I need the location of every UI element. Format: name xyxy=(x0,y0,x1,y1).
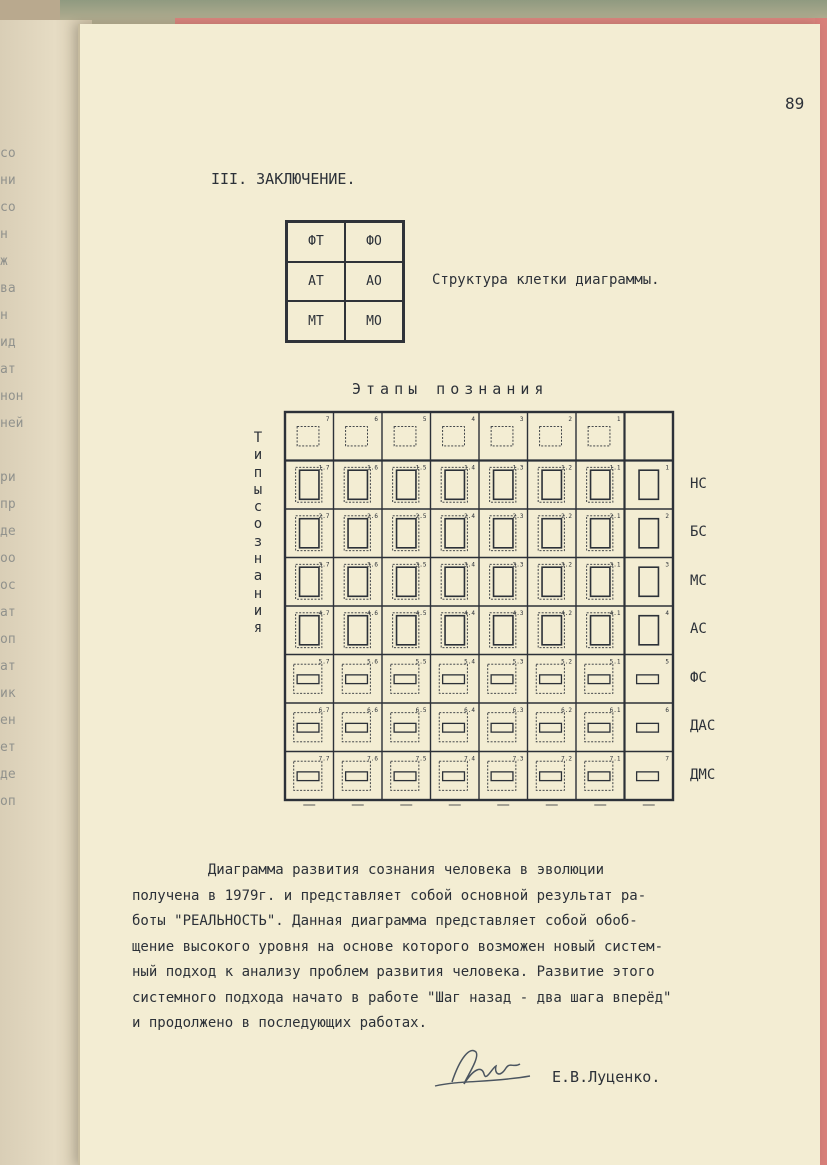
cell-number: 4.1 xyxy=(609,610,621,617)
author-name: Е.В.Луценко. xyxy=(552,1068,661,1086)
shape-solid xyxy=(637,723,659,732)
shape-solid xyxy=(637,772,659,781)
cell-number: 4 xyxy=(665,610,669,617)
cell-number: 6.2 xyxy=(561,707,572,714)
shape-dashed xyxy=(585,713,613,742)
shape-dashed xyxy=(294,713,322,742)
shape-solid xyxy=(397,519,416,548)
cell-number: 4.3 xyxy=(512,610,524,617)
cell-number: 1.5 xyxy=(415,464,427,472)
shape-solid xyxy=(397,567,416,596)
shape-solid xyxy=(348,519,367,548)
shape-solid xyxy=(346,723,368,732)
struct-cell: МО xyxy=(345,301,403,341)
shape-solid xyxy=(445,470,464,499)
cell-number: 6.4 xyxy=(464,707,475,714)
shape-solid xyxy=(540,723,562,732)
cell-number: 7.1 xyxy=(609,755,621,763)
cell-number: 3.3 xyxy=(512,561,524,569)
shape-dashed xyxy=(391,664,419,693)
cell-number: 3 xyxy=(665,561,669,569)
shape-solid xyxy=(397,470,416,499)
cell-number: 1.6 xyxy=(367,464,378,472)
shape-solid xyxy=(348,616,367,645)
cell-number: 6.6 xyxy=(367,707,378,714)
cell-number: 7.7 xyxy=(318,755,330,763)
shape-dashed xyxy=(439,664,467,693)
shape-dashed xyxy=(536,664,564,693)
cell-number: 5 xyxy=(665,658,669,666)
cell-number: 7.3 xyxy=(512,755,524,763)
cell-number: 1.2 xyxy=(561,464,572,472)
cell-number: 6 xyxy=(665,707,669,714)
cell-number: 2.4 xyxy=(464,513,475,520)
cell-number: 1 xyxy=(616,416,621,423)
row-label: ДАС xyxy=(690,718,716,735)
cell-number: 3.6 xyxy=(367,561,378,569)
cell-number: 7.6 xyxy=(367,755,378,763)
shape-solid xyxy=(494,519,513,548)
shape-dashed xyxy=(294,761,322,790)
cell-number: 4.7 xyxy=(318,610,330,617)
shape-dashed xyxy=(588,427,610,446)
cell-number: 2.6 xyxy=(367,513,378,520)
cell-number: 1.1 xyxy=(609,464,621,472)
shape-dashed xyxy=(488,713,516,742)
shape-solid xyxy=(491,723,513,732)
handwritten-signature xyxy=(430,1038,540,1098)
shape-solid xyxy=(588,772,610,781)
shape-dashed xyxy=(394,427,416,446)
vertical-title-letter: и xyxy=(253,447,263,464)
shape-solid xyxy=(297,675,319,684)
shape-dashed xyxy=(585,761,613,790)
shape-dashed xyxy=(342,664,370,693)
cell-number: 1.3 xyxy=(512,464,524,472)
shape-dashed xyxy=(491,427,513,446)
vertical-axis-title xyxy=(250,430,266,638)
shape-dashed xyxy=(346,427,368,446)
shape-solid xyxy=(348,567,367,596)
shape-solid xyxy=(445,616,464,645)
shape-solid xyxy=(394,723,416,732)
shape-solid xyxy=(494,616,513,645)
struct-cell: ФО xyxy=(345,222,403,262)
shape-solid xyxy=(346,772,368,781)
vertical-title-letter: з xyxy=(253,533,263,550)
paragraph-line: ный подход к анализу проблем развития человека. Развитие этого xyxy=(132,964,655,980)
cell-number: 7 xyxy=(665,755,669,763)
vertical-title-letter: а xyxy=(253,568,263,585)
cell-number: 4.6 xyxy=(367,610,378,617)
shape-solid xyxy=(542,616,561,645)
shape-solid xyxy=(297,723,319,732)
row-label: НС xyxy=(690,475,707,492)
paragraph-line: получена в 1979г. и представляет собой основной результат ра- xyxy=(132,887,647,904)
shape-solid xyxy=(397,616,416,645)
cell-structure-table xyxy=(285,220,405,343)
shape-solid xyxy=(588,675,610,684)
vertical-title-letter: я xyxy=(253,620,263,637)
cell-number: 6.7 xyxy=(318,707,330,714)
cell-number: 2.1 xyxy=(609,513,621,520)
shape-solid xyxy=(300,470,319,499)
shape-dashed xyxy=(536,713,564,742)
diagram-title: Этапы познания xyxy=(352,380,549,398)
shape-solid xyxy=(591,519,610,548)
shape-dashed xyxy=(439,713,467,742)
cell-number: 4.2 xyxy=(561,610,572,617)
cell-number: 5.4 xyxy=(464,658,475,666)
shape-solid xyxy=(445,567,464,596)
shape-dashed xyxy=(488,664,516,693)
shape-solid xyxy=(540,772,562,781)
paragraph-line: Диаграмма развития сознания человека в эволюции xyxy=(132,862,605,878)
cell-number: 5.5 xyxy=(415,658,427,666)
cell-number: 1.7 xyxy=(318,464,330,472)
vertical-title-letter: н xyxy=(253,585,263,602)
cell-number: 5.7 xyxy=(318,658,330,666)
cell-number: 6.5 xyxy=(415,707,427,714)
row-label: ДМС xyxy=(690,766,716,783)
cell-number: 2.2 xyxy=(561,513,572,520)
shape-dashed xyxy=(294,664,322,693)
shape-dashed xyxy=(443,427,465,446)
paragraph-line: системного подхода начато в работе "Шаг назад - два шага вперёд" xyxy=(132,989,672,1006)
shape-solid xyxy=(491,772,513,781)
shape-solid xyxy=(394,675,416,684)
shape-solid xyxy=(445,519,464,548)
shape-solid xyxy=(443,772,465,781)
paragraph-line: щение высокого уровня на основе которого возможен новый систем- xyxy=(132,938,664,955)
cell-number: 5.3 xyxy=(512,658,524,666)
shape-solid xyxy=(346,675,368,684)
left-page-faded-text: со ни со н ж ва н ид ат нон ней ри пр де оо ос ат оп ат ик ен ет де оп xyxy=(0,146,24,809)
cell-number: 3.2 xyxy=(561,561,572,569)
shape-solid xyxy=(443,675,465,684)
cell-number: 2.7 xyxy=(318,513,330,520)
cell-number: 7.5 xyxy=(415,755,427,763)
cell-number: 5 xyxy=(422,416,427,423)
cell-number: 2.3 xyxy=(512,513,524,520)
paragraph-line: боты "РЕАЛЬНОСТЬ". Данная диаграмма представляет собой обоб- xyxy=(132,913,638,929)
cell-number: 3.1 xyxy=(609,561,621,569)
shape-solid xyxy=(542,470,561,499)
shape-solid xyxy=(591,616,610,645)
shape-dashed xyxy=(585,664,613,693)
cell-number: 7 xyxy=(325,416,330,423)
cell-number: 1 xyxy=(665,464,669,472)
vertical-title-letter: с xyxy=(253,499,263,516)
cell-number: 2 xyxy=(568,416,572,423)
vertical-title-letter: ы xyxy=(253,481,263,498)
shape-solid xyxy=(588,723,610,732)
cell-number: 2.5 xyxy=(415,513,427,520)
shape-solid xyxy=(639,519,658,548)
vertical-title-letter: Т xyxy=(253,430,263,446)
vertical-title-letter: п xyxy=(253,464,263,481)
shape-dashed xyxy=(439,761,467,790)
cell-number: 5.2 xyxy=(561,658,572,666)
shape-solid xyxy=(300,519,319,548)
shape-solid xyxy=(540,675,562,684)
page-number: 89 xyxy=(785,94,805,113)
shape-dashed xyxy=(488,761,516,790)
shape-solid xyxy=(491,675,513,684)
cell-number: 3.4 xyxy=(464,561,475,569)
shape-solid xyxy=(494,567,513,596)
shape-solid xyxy=(494,470,513,499)
cell-number: 7.2 xyxy=(561,755,572,763)
cell-number: 4 xyxy=(471,416,475,423)
cell-number: 3 xyxy=(519,416,524,423)
cell-number: 6.1 xyxy=(609,707,621,714)
cell-number: 6 xyxy=(374,416,378,423)
cell-number: 3.5 xyxy=(415,561,427,569)
shape-dashed xyxy=(540,427,562,446)
shape-solid xyxy=(542,567,561,596)
struct-cell: МТ xyxy=(287,301,345,341)
shape-solid xyxy=(300,567,319,596)
vertical-title-letter: о xyxy=(253,516,263,533)
conclusion-paragraph xyxy=(132,858,792,1037)
shape-dashed xyxy=(391,713,419,742)
row-label: БС xyxy=(690,524,707,541)
shape-solid xyxy=(639,616,658,645)
shape-dashed xyxy=(342,761,370,790)
shape-solid xyxy=(591,470,610,499)
row-label: МС xyxy=(690,572,707,589)
cell-number: 3.7 xyxy=(318,561,330,569)
shape-solid xyxy=(443,723,465,732)
paragraph-line: и продолжено в последующих работах. xyxy=(132,1015,428,1031)
shape-solid xyxy=(639,567,658,596)
cell-number: 5.1 xyxy=(609,658,621,666)
cell-number: 4.4 xyxy=(464,610,475,617)
section-heading: III. ЗАКЛЮЧЕНИЕ. xyxy=(211,170,356,188)
vertical-title-letter: н xyxy=(253,551,263,568)
shape-solid xyxy=(394,772,416,781)
shape-solid xyxy=(297,772,319,781)
shape-solid xyxy=(542,519,561,548)
cell-number: 7.4 xyxy=(464,755,475,763)
cell-number: 6.3 xyxy=(512,707,524,714)
struct-cell: АО xyxy=(345,262,403,302)
shape-dashed xyxy=(391,761,419,790)
shape-dashed xyxy=(536,761,564,790)
shape-solid xyxy=(637,675,659,684)
shape-solid xyxy=(348,470,367,499)
shape-solid xyxy=(591,567,610,596)
shape-solid xyxy=(639,470,658,499)
shape-dashed xyxy=(297,427,319,446)
cell-number: 4.5 xyxy=(415,610,427,617)
shape-solid xyxy=(300,616,319,645)
development-diagram xyxy=(283,410,675,816)
cell-number: 5.6 xyxy=(367,658,378,666)
structure-caption: Структура клетки диаграммы. xyxy=(432,272,660,288)
struct-cell: АТ xyxy=(287,262,345,302)
cell-number: 2 xyxy=(665,513,669,520)
shape-dashed xyxy=(342,713,370,742)
struct-cell: ФТ xyxy=(287,222,345,262)
row-label: ФС xyxy=(690,669,707,686)
vertical-title-letter: и xyxy=(253,602,263,619)
cell-number: 1.4 xyxy=(464,464,475,472)
row-label: АС xyxy=(690,621,707,638)
